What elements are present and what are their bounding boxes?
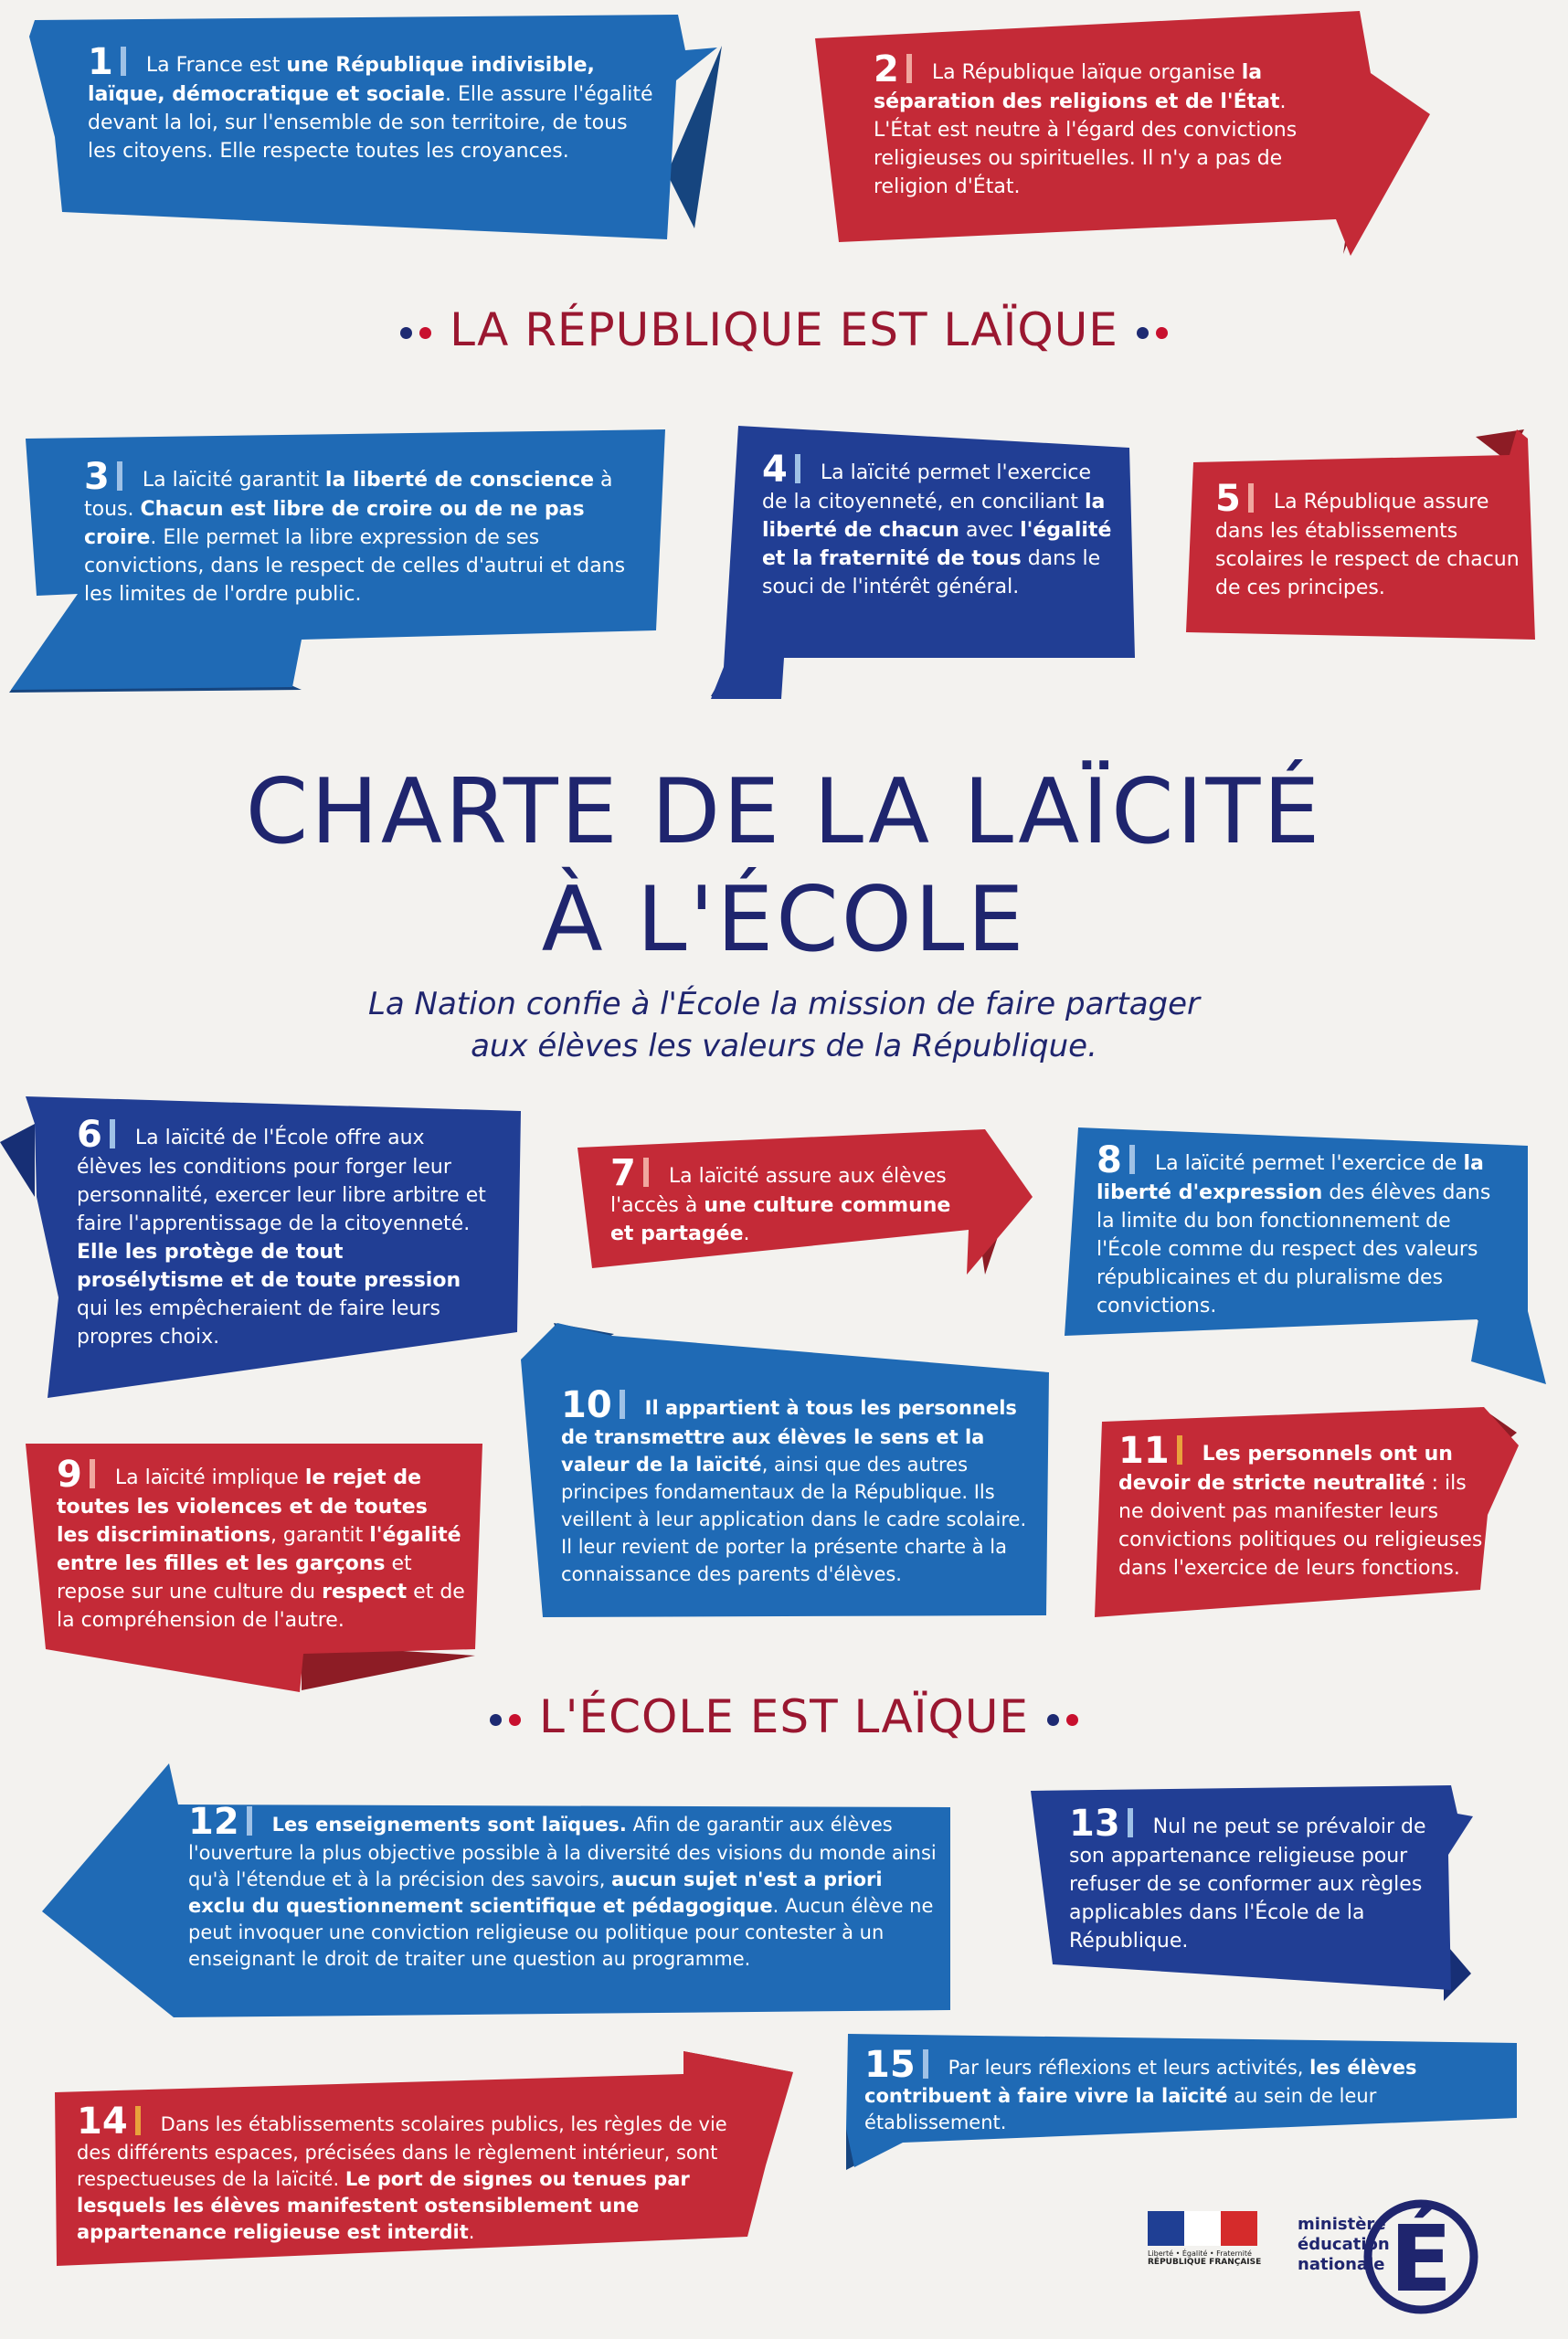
article-11-number: 11 xyxy=(1118,1430,1170,1472)
article-2: 2 La République laïque organise la séparation des religions et de l'État. L'État est neutre à l'égard des convictions religieuses ou spirituelles. Il n'y a pas de religion d'État. xyxy=(874,48,1298,198)
section-dots-right xyxy=(1044,1690,1082,1743)
tricolor-flag-icon xyxy=(1148,2211,1257,2246)
article-15-bar xyxy=(923,2049,928,2079)
logo-letter: É xyxy=(1389,2206,1453,2313)
article-3: 3 La laïcité garantit la liberté de conscience à tous. Chacun est libre de croire ou de ne pas croire. Elle permet la libre expression de ses convictions, dans le respect de celles d'autrui et dans les limites de l'ordre public. xyxy=(84,456,626,606)
article-15-number: 15 xyxy=(864,2044,916,2086)
article-5-bar xyxy=(1248,483,1254,513)
republique-francaise-logo xyxy=(1148,2211,1262,2267)
article-10: 10 Il appartient à tous les personnels de transmettre aux élèves le sens et la valeur de la laïcité, ainsi que des autres principes fondamentaux de la République. Ils veillent à leur application dans le cadre scolaire. Il leur revient de porter la présente charte à la connaissance des parents d'élèves. xyxy=(561,1384,1027,1585)
page-subtitle xyxy=(0,983,1568,1067)
article-12-bar xyxy=(247,1806,252,1836)
article-14-number: 14 xyxy=(77,2101,128,2143)
page-title-line-1: CHARTE DE LA LAÏCITÉ xyxy=(245,760,1323,864)
article-5-number: 5 xyxy=(1215,478,1241,520)
republic-name: RÉPUBLIQUE FRANÇAISE xyxy=(1148,2258,1262,2267)
article-11-bar xyxy=(1177,1435,1182,1465)
republic-motto: Liberté • Égalité • Fraternité xyxy=(1148,2249,1252,2258)
article-8-bar xyxy=(1129,1145,1135,1174)
article-6-bar xyxy=(110,1119,115,1148)
article-6: 6 La laïcité de l'École offre aux élèves les conditions pour forger leur personnalité, exercer leur libre arbitre et faire l'apprentissage de la citoyenneté. Elle les protège de tout prosélytisme et de toute pression qui les empêcheraient de faire leurs propres choix. xyxy=(77,1114,486,1349)
article-15: 15 Par leurs réflexions et leurs activités, les élèves contribuent à faire vivre la laïcité au sein de leur établissement. xyxy=(864,2044,1417,2133)
page-subtitle-line-1: La Nation confie à l'École la mission de faire partager xyxy=(367,986,1201,1022)
article-12: 12 Les enseignements sont laïques. Afin de garantir aux élèves l'ouverture la plus objective possible à la diversité des visions du monde ainsi qu'à l'étendue et à la précision des savoirs, aucun sujet n'est a priori exclu du questionnement scientifique et pédagogique. Aucun élève ne peut invoquer une conviction religieuse ou politique pour contester à un enseignant le droit de traiter une question au programme. xyxy=(188,1801,937,1970)
page-title-line-2: À L'ÉCOLE xyxy=(541,868,1027,972)
article-10-bar xyxy=(620,1390,625,1419)
article-2-bar xyxy=(906,54,912,83)
article-1-bar xyxy=(121,47,126,76)
article-13-bar xyxy=(1128,1808,1133,1837)
article-14: 14 Dans les établissements scolaires publics, les règles de vie des différents espaces, précisées dans le règlement intérieur, sont respectueuses de la laïcité. Le port de signes ou tenues par lesquels les élèves manifestent ostensiblement une appartenance religieuse est interdit. xyxy=(77,2101,727,2243)
article-12-number: 12 xyxy=(188,1801,239,1843)
article-4-bar xyxy=(795,454,800,483)
article-10-number: 10 xyxy=(561,1384,612,1426)
article-13: 13 Nul ne peut se prévaloir de son appartenance religieuse pour refuser de se conformer aux règles applicables dans l'École de la République. xyxy=(1069,1803,1426,1953)
article-6-fold xyxy=(0,1124,35,1197)
article-1-number: 1 xyxy=(88,41,113,83)
section-title-republique: LA RÉPUBLIQUE EST LAÏQUE xyxy=(0,303,1568,356)
education-nationale-logo-icon xyxy=(1361,2179,1480,2316)
article-2-number: 2 xyxy=(874,48,899,90)
article-8: 8 La laïcité permet l'exercice de la liberté d'expression des élèves dans la limite du bon fonctionnement de l'École comme du respect des valeurs républicaines et du pluralisme des convictions. xyxy=(1097,1139,1491,1318)
article-4-number: 4 xyxy=(762,449,788,491)
article-9-bar xyxy=(90,1459,95,1488)
article-11: 11 Les personnels ont un devoir de stricte neutralité : ils ne doivent pas manifester leurs convictions politiques ou religieuses dans l'exercice de leurs fonctions. xyxy=(1118,1430,1483,1580)
section-dots-right xyxy=(1133,303,1171,356)
page-title xyxy=(0,758,1568,974)
section-dots-left xyxy=(486,1690,524,1743)
article-5: 5 La République assure dans les établissements scolaires le respect de chacun de ces principes. xyxy=(1215,478,1520,599)
section-dots-left xyxy=(397,303,435,356)
article-14-bar xyxy=(135,2106,141,2135)
article-8-number: 8 xyxy=(1097,1139,1122,1181)
article-6-number: 6 xyxy=(77,1114,102,1156)
page-subtitle-line-2: aux élèves les valeurs de la République. xyxy=(471,1028,1097,1064)
article-3-bar xyxy=(117,461,122,491)
article-3-number: 3 xyxy=(84,456,110,498)
article-1: 1 La France est une République indivisible, laïque, démocratique et sociale. Elle assure l'égalité devant la loi, sur l'ensemble de son territoire, de tous les citoyens. Elle respecte toutes les croyances. xyxy=(88,41,653,163)
article-7-bar xyxy=(643,1158,649,1187)
article-9-number: 9 xyxy=(57,1454,82,1496)
article-7-number: 7 xyxy=(610,1152,636,1194)
article-13-number: 13 xyxy=(1069,1803,1120,1845)
section-title-ecole: L'ÉCOLE EST LAÏQUE xyxy=(0,1690,1568,1743)
article-7: 7 La laïcité assure aux élèves l'accès à une culture commune et partagée. xyxy=(610,1152,951,1245)
article-9: 9 La laïcité implique le rejet de toutes les violences et de toutes les discriminations, garantit l'égalité entre les filles et les garçons et repose sur une culture du respect et de la compréhension de l'autre. xyxy=(57,1454,465,1632)
article-4: 4 La laïcité permet l'exercice de la citoyenneté, en conciliant la liberté de chacun avec l'égalité et la fraternité de tous dans le souci de l'intérêt général. xyxy=(762,449,1112,598)
ministry-name: ministère éducation nationale xyxy=(1298,2215,1390,2274)
